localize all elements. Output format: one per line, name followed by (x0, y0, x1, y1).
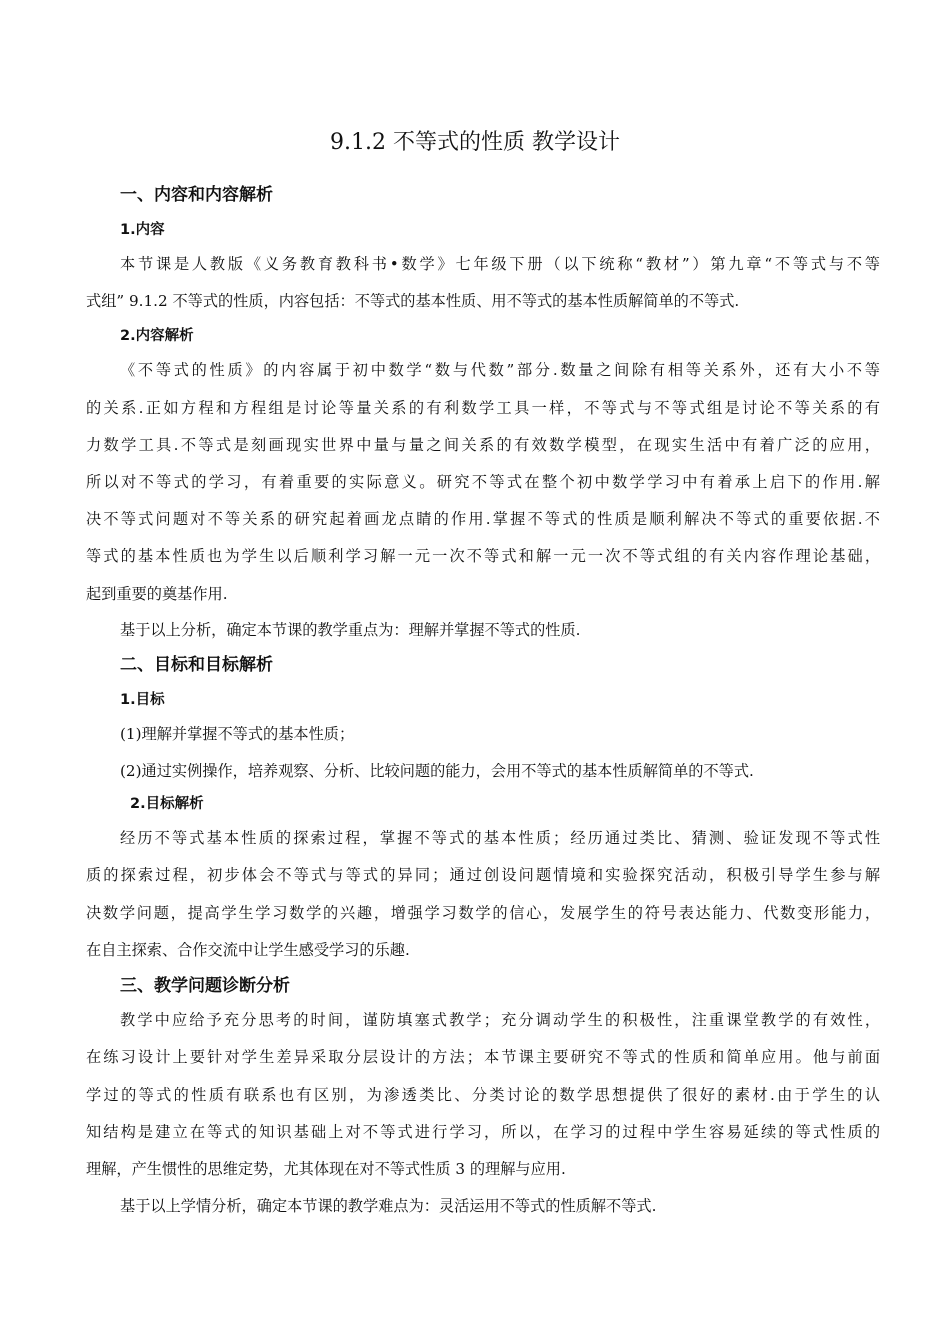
paragraph-line: 等式的基本性质也为学生以后顺利学习解一元一次不等式和解一元一次不等式组的有关内容作理论基础， (86, 547, 880, 565)
section-heading-diagnosis: 三、教学问题诊断分析 (120, 976, 290, 996)
paragraph-line: 起到重要的奠基作用. (86, 585, 228, 603)
paragraph-line: 理解，产生惯性的思维定势，尤其体现在对不等式性质 3 的理解与应用. (86, 1160, 566, 1178)
subsection-heading-goals: 1.目标 (120, 692, 165, 708)
paragraph-line: 质的探索过程，初步体会不等式与等式的异同；通过创设问题情境和实验探究活动，积极引导学生参与解 (86, 866, 880, 884)
paragraph-line: 在自主探索、合作交流中让学生感受学习的乐趣. (86, 941, 410, 959)
subsection-heading-content-analysis: 2.内容解析 (120, 328, 194, 344)
paragraph-line: 决数学问题，提高学生学习数学的兴趣，增强学习数学的信心，发展学生的符号表达能力、代数变形能力， (86, 904, 880, 922)
paragraph-line: 《不等式的性质》的内容属于初中数学“数与代数”部分.数量之间除有相等关系外，还有大小不等 (120, 361, 880, 379)
list-item: (1)理解并掌握不等式的基本性质； (120, 725, 355, 743)
paragraph-line: 力数学工具.不等式是刻画现实世界中量与量之间关系的有效数学模型，在现实生活中有着广泛的应用， (86, 436, 880, 454)
section-heading-content: 一、内容和内容解析 (120, 185, 273, 205)
document-title: 9.1.2 不等式的性质 教学设计 (330, 130, 620, 155)
paragraph-line: 决不等式问题对不等关系的研究起着画龙点睛的作用.掌握不等式的性质是顺利解决不等式的重要依据.不 (86, 510, 880, 528)
subsection-heading-goals-analysis: 2.目标解析 (130, 796, 204, 812)
paragraph-line: 的关系.正如方程和方程组是讨论等量关系的有利数学工具一样，不等式与不等式组是讨论不等关系的有 (86, 399, 880, 417)
paragraph-line: 基于以上学情分析，确定本节课的教学难点为：灵活运用不等式的性质解不等式. (120, 1197, 657, 1215)
section-heading-goals: 二、目标和目标解析 (120, 655, 273, 675)
paragraph-line: 式组” 9.1.2 不等式的性质，内容包括：不等式的基本性质、用不等式的基本性质解简单的不等式. (86, 292, 740, 310)
paragraph-line: 所以对不等式的学习，有着重要的实际意义。研究不等式在整个初中数学学习中有着承上启下的作用.解 (86, 473, 880, 491)
paragraph-line: 学过的等式的性质有联系也有区别，为渗透类比、分类讨论的数学思想提供了很好的素材.由于学生的认 (86, 1086, 880, 1104)
paragraph-line: 经历不等式基本性质的探索过程，掌握不等式的基本性质；经历通过类比、猜测、验证发现不等式性 (120, 829, 880, 847)
list-item: (2)通过实例操作，培养观察、分析、比较问题的能力，会用不等式的基本性质解简单的不等式. (120, 762, 754, 780)
paragraph-line: 知结构是建立在等式的知识基础上对不等式进行学习，所以，在学习的过程中学生容易延续的等式性质的 (86, 1123, 880, 1141)
paragraph-line: 本节课是人教版《义务教育教科书•数学》七年级下册（以下统称“教材”）第九章“不等式与不等 (120, 255, 880, 273)
subsection-heading-content: 1.内容 (120, 222, 165, 238)
paragraph-line: 教学中应给予充分思考的时间，谨防填塞式教学；充分调动学生的积极性，注重课堂教学的有效性， (120, 1011, 880, 1029)
paragraph-line: 基于以上分析，确定本节课的教学重点为：理解并掌握不等式的性质. (120, 621, 581, 639)
paragraph-line: 在练习设计上要针对学生差异采取分层设计的方法；本节课主要研究不等式的性质和简单应用。他与前面 (86, 1048, 880, 1066)
